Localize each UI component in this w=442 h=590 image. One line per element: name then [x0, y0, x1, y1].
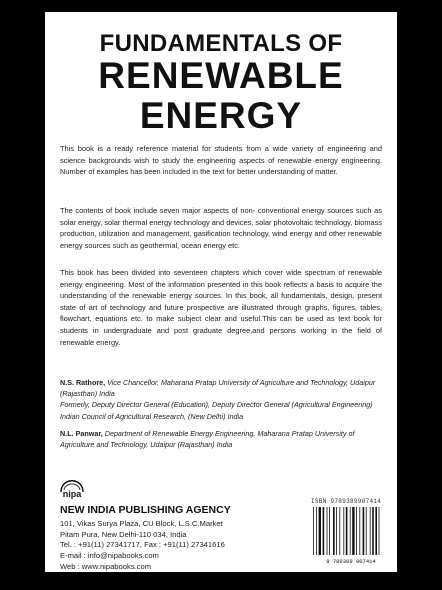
barcode-digits: 9 789389 907414: [326, 558, 376, 565]
publisher-logo: [59, 472, 85, 500]
author-affiliation: Department of Renewable Energy Engineering, Maharana Pratap University of Agriculture and Technology, Udaipur (Rajasthan) India: [60, 429, 355, 450]
author-former-affiliation: Formerly, Deputy Director General (Education), Deputy Director General (Agricultural Engineering) Indian Council of Agricultural Research, (New Delhi) India: [60, 400, 373, 421]
author-affiliation: Vice Chancellor, Maharana Pratap University of Agriculture and Technology, Udaipur (Rajasthan) India: [60, 378, 376, 399]
publisher-name: NEW INDIA PUBLISHING AGENCY: [60, 504, 231, 516]
title-line-3: ENERGY: [139, 95, 303, 136]
title-line-1: FUNDAMENTALS OF: [99, 30, 343, 57]
author-name: N.L. Panwar,: [60, 429, 103, 438]
author-name: N.S. Rathore,: [60, 378, 106, 387]
author-block-panwar: [60, 428, 382, 450]
author-block-rathore: [60, 377, 382, 422]
isbn-label: ISBN 9789389907414: [311, 498, 382, 505]
description-paragraph-2: The contents of book include seven major aspects of non- conventional energy sources such as solar energy, solar thermal energy technology and devices, solar photovoltaic technology, biomass production, utilization and management, gasification technology, wind energy and other renewable energy sources such as geothermal, ocean energy etc.: [60, 206, 382, 250]
publisher-logo-text: nipa: [62, 489, 82, 499]
book-back-cover: [45, 12, 397, 572]
description-paragraph-1: This book is a ready reference material for students from a wide variety of engineering and science backgrounds wish to study the engineering aspects of renewable energy engineering. Number of examples has been included in the text for better understanding of matter.: [60, 144, 382, 177]
title-line-2: RENEWABLE: [98, 55, 344, 96]
publisher-address: 101, Vikas Surya Plaza, CU Block, L.S.C.Market Pitam Pura, New Delhi-110 034, India Tel. : +91(11) 27341717, Fax : +91(11) 27341616 E-mail : info@nipabooks.com Web : www.nipabooks.com: [60, 519, 225, 571]
isbn-barcode: [310, 505, 392, 565]
description-paragraph-3: This book has been divided into seventeen chapters which cover wide spectrum of renewable energy engineering. Most of the information presented in this book reflects a basis to acquire the understanding of the renewable energy sources. In this book, all fundamentals, design, present state of art of technology and future prospective are illustrated through graphs, figures, tables, flowchart, equations etc. to make subject clear and useful.This can be used as text book for students in undergraduate and post graduate degree,and persons working in the field of renewable energy.: [60, 268, 382, 347]
